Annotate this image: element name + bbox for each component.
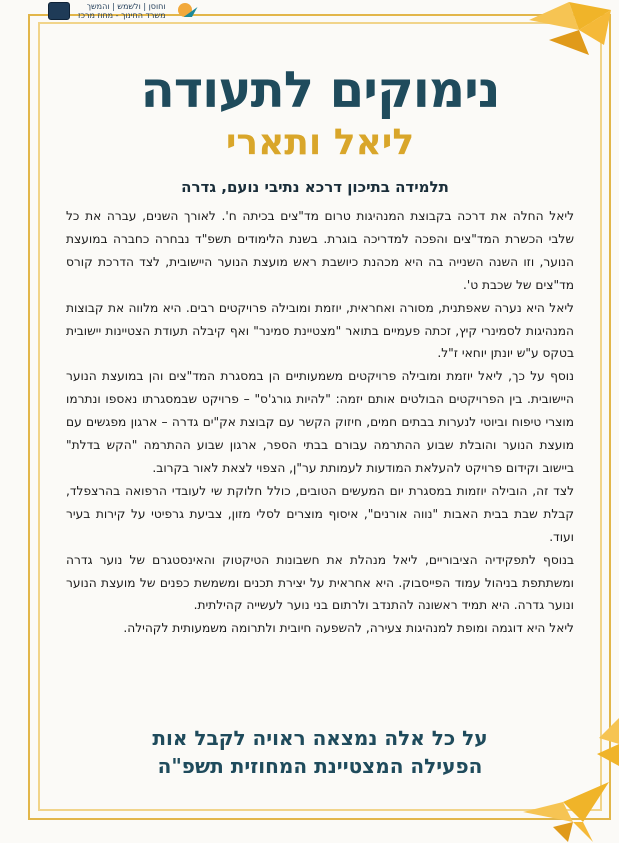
page-title: נימוקים לתעודה <box>140 61 500 119</box>
ministry-line-2: משרד החינוך - מחוז מרכז <box>78 11 166 20</box>
origami-bird-icon <box>523 782 609 842</box>
ministry-text <box>78 2 166 20</box>
paragraph: ליאל היא דוגמה ומופת למנהיגות צעירה, להשפעה חיובית ולתרומה משמעותית לקהילה. <box>123 621 574 636</box>
certificate-body <box>66 205 574 640</box>
bird-logo-icon <box>174 1 200 21</box>
paragraph: ליאל החלה את דרכה בקבוצת המנהיגות טרום מד"צים בכיתה ח'. לאורך השנים, עברה את כל שלבי הכשרת המד"צים והפכה למדריכה בוגרת. בשנת הלימודים תשפ"ד נבחרה כחברה במועצת הנוער, וזו השנה השנייה בה היא מכהנת כיושבת ראש מועצת הנוער היישובית, לצד הדרכת קורס מד"צים של שכבת ט'. <box>66 209 574 292</box>
closing-line-2: הפעילה המצטיינת המחוזית תשפ"ה <box>157 754 483 778</box>
ministry-line-1: וחוסן | ולשמש | והמשך <box>86 2 166 11</box>
paragraph: לצד זה, הובילה יוזמות במסגרת יום המעשים הטובים, כולל חלוקת שי לעובדי הרפואה בהרצפלד, קבלת שבת בבית האבות "נווה אורנים", איסוף מוצרים לסלי מזון, צביעת גרפיטי על קירות בעיר ועוד. <box>66 483 574 544</box>
paragraph: בנוסף לתפקידיה הציבוריים, ליאל מנהלת את חשבונות הטיקטוק והאינסטגרם של נוער גדרה ומשתתפת בניהול עמוד הפייסבוק. היא אחראית על יצירת תכנים ומשמשת כפנים של מועצת הנוער ונוער גדרה. היא תמיד ראשונה להתנדב ולרתום בני נוער לעשייה קהילתית. <box>66 552 574 613</box>
education-emblem-icon <box>48 2 70 20</box>
origami-bird-icon <box>593 718 619 766</box>
closing-line-1: על כל אלה נמצאה ראויה לקבל אות <box>152 726 488 750</box>
origami-bird-icon <box>519 0 611 60</box>
header-logos <box>48 0 208 22</box>
recipient-name: ליאל ותארי <box>225 122 415 163</box>
closing-statement <box>60 724 580 780</box>
recipient-school: תלמידה בתיכון דרכא נתיבי נועם, גדרה <box>181 178 449 196</box>
paragraph: ליאל היא נערה שאפתנית, מסורה ואחראית, יוזמת ומובילה פרויקטים רבים. היא מלווה את קבוצות המנהיגות לסמינרי קיץ, זכתה פעמיים בתואר "מצטיינת סמינר" ואף קיבלה תעודת הצטיינות יישובית בטקס ע"ש יונתן יוחאי ז"ל. <box>66 300 574 361</box>
paragraph: נוסף על כך, ליאל יוזמת ומובילה פרויקטים משמעותיים הן במסגרת המד"צים והן במועצת הנוער היישובית. בין הפרויקטים הבולטים אותם יזמה: "להיות גורג'ס" – פרויקט שבמסגרתו נאספו ונתרמו מוצרי טיפוח וביוטי לנערות בבתים חמים, חיזוק הקשר עם קבוצת אק"ים גדרה – ארגון מפגשים עם מועצת הנוער והובלת שבוע ההתרמה עבורם בבתי הספר, ארגון שבוע ההתרמה "הקש בדלת" ביישוב וקידום פרויקט להעלאת המודעות לעמותת ער"ן, הצפוי לצאת לאור בקרוב. <box>66 369 574 475</box>
